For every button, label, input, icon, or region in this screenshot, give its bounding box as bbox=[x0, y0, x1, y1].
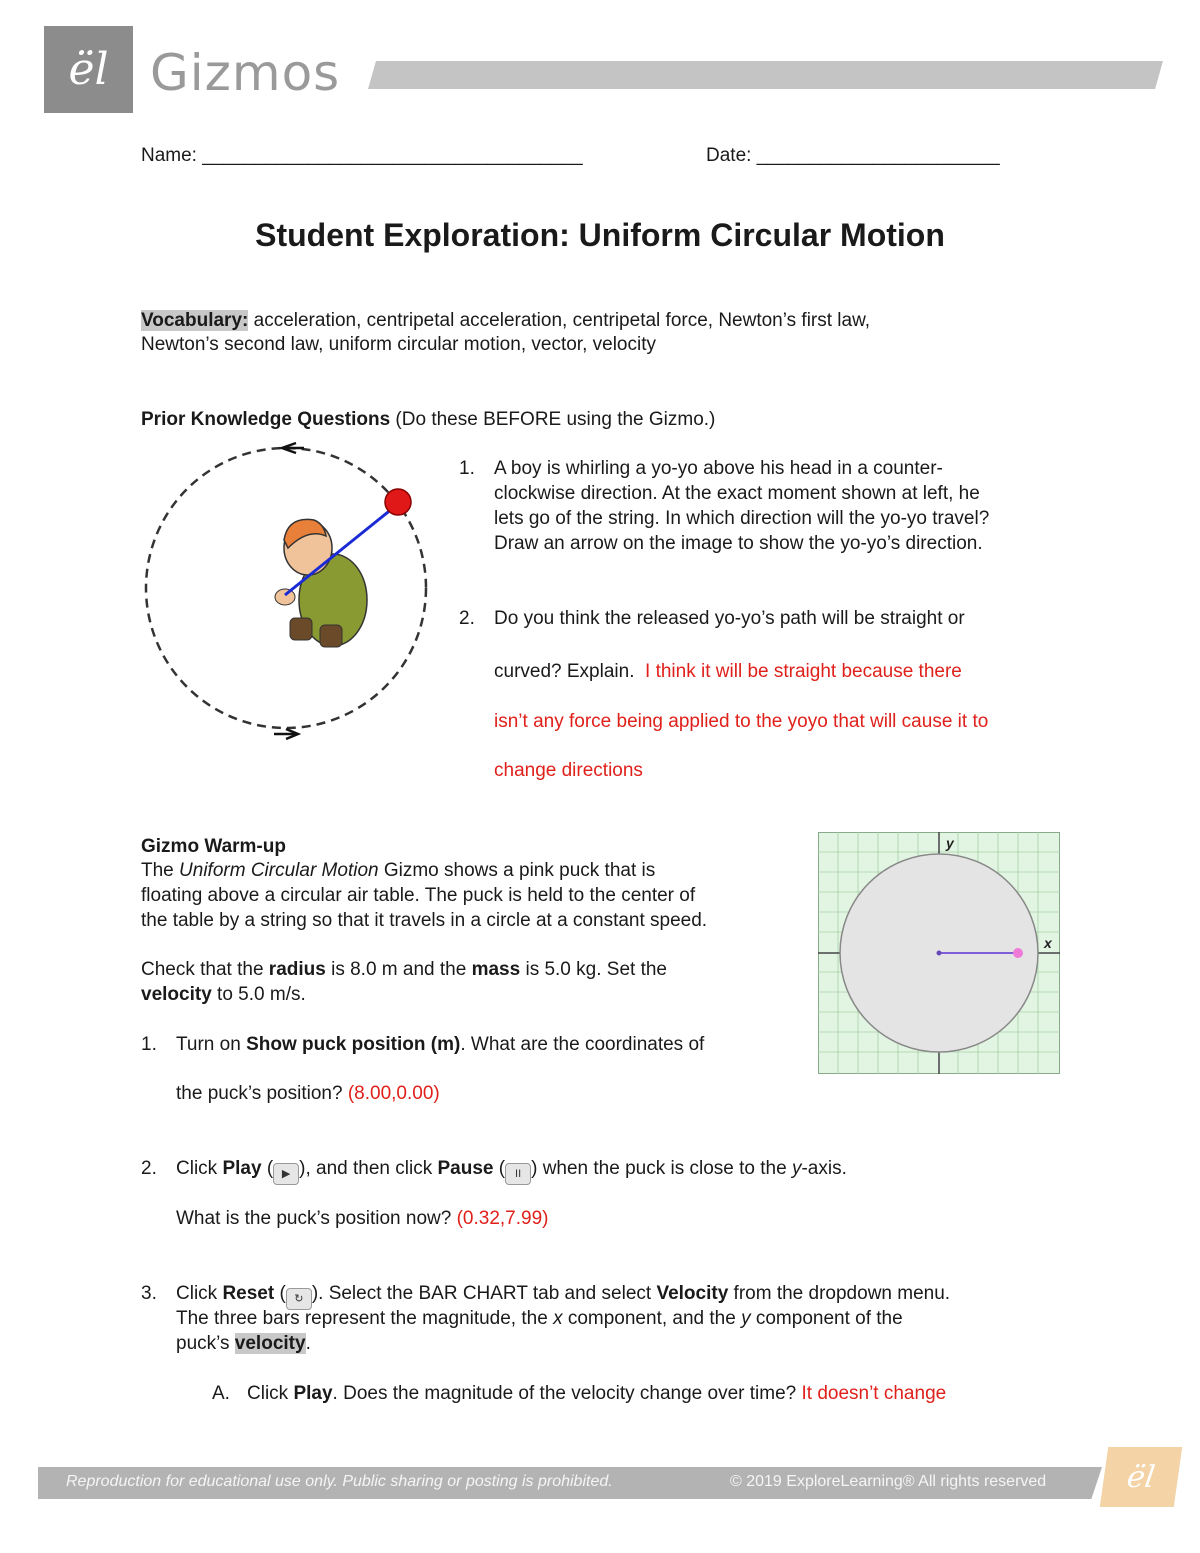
warmup-intro-line-3: the table by a string so that it travels in a circle at a constant speed. bbox=[141, 910, 708, 931]
warmup-check-line-1 bbox=[141, 957, 667, 982]
answer-2-line-2: isn’t any force being applied to the yoyo that will cause it to bbox=[494, 711, 989, 732]
prior-knowledge-heading bbox=[141, 407, 715, 432]
question-2-line-1: Do you think the released yo-yo’s path will be straight or bbox=[494, 608, 965, 629]
warmup-heading bbox=[141, 834, 286, 859]
warmup-intro-line-1 bbox=[141, 858, 655, 883]
answer-2-line-1: I think it will be straight because there bbox=[645, 661, 962, 682]
vocabulary-line-1 bbox=[141, 308, 870, 333]
item-3-text-f: component, and the bbox=[562, 1308, 742, 1329]
name-field: Name: ____________________________________ bbox=[141, 145, 583, 166]
show-puck-position-label: Show puck position (m) bbox=[246, 1034, 461, 1055]
question-1-line-3: lets go of the string. In which direction will the yo-yo travel? bbox=[494, 508, 990, 529]
intro-post: Gizmo shows a pink puck that is bbox=[378, 860, 656, 881]
reset-label: Reset bbox=[222, 1283, 275, 1304]
warmup-title: Gizmo Warm-up bbox=[141, 836, 286, 857]
check-text-4: to 5.0 m/s. bbox=[211, 984, 306, 1005]
item-a-line bbox=[247, 1381, 946, 1406]
header-bar bbox=[368, 61, 1163, 89]
radius-label: radius bbox=[268, 959, 326, 980]
question-1-line-4: Draw an arrow on the image to show the yo-yo’s direction. bbox=[494, 533, 983, 554]
velocity-label: velocity bbox=[141, 984, 212, 1005]
item-1-number: 1. bbox=[141, 1034, 157, 1055]
item-3-text-h: puck’s bbox=[176, 1333, 235, 1354]
item-2-text-b: ( bbox=[261, 1158, 274, 1179]
vocabulary-line-2: Newton’s second law, uniform circular motion, vector, velocity bbox=[141, 334, 656, 355]
yoyo-path-circle bbox=[146, 448, 426, 728]
item-1-line-1 bbox=[176, 1032, 704, 1057]
item-2-y-axis: y bbox=[791, 1158, 802, 1179]
vocabulary-label: Vocabulary: bbox=[141, 310, 249, 331]
warmup-intro-line-2: floating above a circular air table. The puck is held to the center of bbox=[141, 885, 696, 906]
item-a-answer: It doesn’t change bbox=[801, 1383, 947, 1404]
gizmos-logo bbox=[44, 26, 133, 113]
item-2-text-c: ), and then click bbox=[299, 1158, 438, 1179]
item-2-answer: (0.32,7.99) bbox=[456, 1208, 549, 1229]
check-text-2: is 8.0 m and the bbox=[325, 959, 472, 980]
vocabulary-text: acceleration, centripetal acceleration, centripetal force, Newton’s first law, bbox=[248, 310, 871, 331]
pause-label: Pause bbox=[437, 1158, 494, 1179]
axis-label-x: x bbox=[1044, 935, 1052, 951]
item-a-text-a: Click bbox=[247, 1383, 294, 1404]
item-3-text-g: component of the bbox=[750, 1308, 903, 1329]
footer-copyright: © 2019 ExploreLearning® All rights reserved bbox=[730, 1473, 1047, 1490]
velocity-term: velocity bbox=[234, 1333, 306, 1354]
item-2-text-a: Click bbox=[176, 1158, 223, 1179]
velocity-option-label: Velocity bbox=[656, 1283, 729, 1304]
mass-label: mass bbox=[471, 959, 521, 980]
check-text-1: Check that the bbox=[141, 959, 269, 980]
item-3-text-b: ( bbox=[274, 1283, 286, 1304]
item-3-y: y bbox=[741, 1308, 751, 1329]
air-table-image bbox=[818, 832, 1060, 1074]
puck bbox=[1013, 948, 1023, 958]
item-3-line-3 bbox=[176, 1331, 311, 1356]
item-1-answer: (8.00,0.00) bbox=[347, 1083, 440, 1104]
question-1-line-2: clockwise direction. At the exact moment shown at left, he bbox=[494, 483, 980, 504]
question-2-line-2 bbox=[494, 659, 962, 684]
item-2-line-2 bbox=[176, 1206, 548, 1231]
item-3-text-d: from the dropdown menu. bbox=[728, 1283, 951, 1304]
item-2-prompt: What is the puck’s position now? bbox=[176, 1208, 457, 1229]
item-a-text-b: . Does the magnitude of the velocity change over time? bbox=[332, 1383, 802, 1404]
table-center bbox=[937, 951, 942, 956]
yoyo-ball bbox=[385, 489, 411, 515]
item-3-number: 3. bbox=[141, 1283, 157, 1304]
item-2-text-f: -axis. bbox=[801, 1158, 847, 1179]
item-2-line-1 bbox=[176, 1156, 847, 1185]
prior-knowledge-title: Prior Knowledge Questions bbox=[141, 409, 391, 430]
item-1-text-a: Turn on bbox=[176, 1034, 247, 1055]
item-3-text-e: The three bars represent the magnitude, the bbox=[176, 1308, 554, 1329]
item-3-text-a: Click bbox=[176, 1283, 223, 1304]
item-2-number: 2. bbox=[141, 1158, 157, 1179]
item-1-text-b: . What are the coordinates of bbox=[460, 1034, 705, 1055]
item-3-x: x bbox=[553, 1308, 563, 1329]
question-1-line-1: A boy is whirling a yo-yo above his head in a counter- bbox=[494, 458, 943, 479]
question-2-prompt: curved? Explain. bbox=[494, 661, 635, 682]
item-a-play-label: Play bbox=[293, 1383, 333, 1404]
pause-icon: II bbox=[505, 1163, 531, 1185]
gizmo-name: Uniform Circular Motion bbox=[179, 860, 379, 881]
item-3-line-2 bbox=[176, 1306, 903, 1331]
play-icon: ▶ bbox=[273, 1163, 299, 1185]
item-2-text-d: ( bbox=[493, 1158, 506, 1179]
logo-mark: ël bbox=[68, 44, 109, 95]
footer-logo-mark: ël bbox=[1124, 1459, 1158, 1495]
question-2-number: 2. bbox=[459, 608, 475, 629]
item-1-prompt: the puck’s position? bbox=[176, 1083, 348, 1104]
play-label: Play bbox=[222, 1158, 262, 1179]
answer-2-line-3: change directions bbox=[494, 760, 643, 781]
page-title: Student Exploration: Uniform Circular Motion bbox=[255, 217, 945, 253]
item-1-line-2 bbox=[176, 1081, 440, 1106]
footer-logo bbox=[1100, 1447, 1182, 1507]
item-3-text-i: . bbox=[305, 1333, 311, 1354]
check-text-3: is 5.0 kg. Set the bbox=[520, 959, 667, 980]
item-a-number: A. bbox=[212, 1383, 230, 1404]
yoyo-illustration bbox=[138, 440, 438, 745]
intro-pre: The bbox=[141, 860, 180, 881]
date-field: Date: _______________________ bbox=[706, 145, 1000, 166]
prior-knowledge-note: (Do these BEFORE using the Gizmo.) bbox=[390, 409, 716, 430]
brand-name: Gizmos bbox=[150, 44, 341, 102]
footer-notice: Reproduction for educational use only. Public sharing or posting is prohibited. bbox=[66, 1473, 613, 1490]
item-2-text-e: ) when the puck is close to the bbox=[531, 1158, 792, 1179]
axis-label-y: y bbox=[946, 835, 954, 851]
question-1-number: 1. bbox=[459, 458, 475, 479]
warmup-check-line-2 bbox=[141, 982, 306, 1007]
reset-icon: ↻ bbox=[286, 1288, 312, 1310]
item-3-text-c: ). Select the BAR CHART tab and select bbox=[311, 1283, 657, 1304]
